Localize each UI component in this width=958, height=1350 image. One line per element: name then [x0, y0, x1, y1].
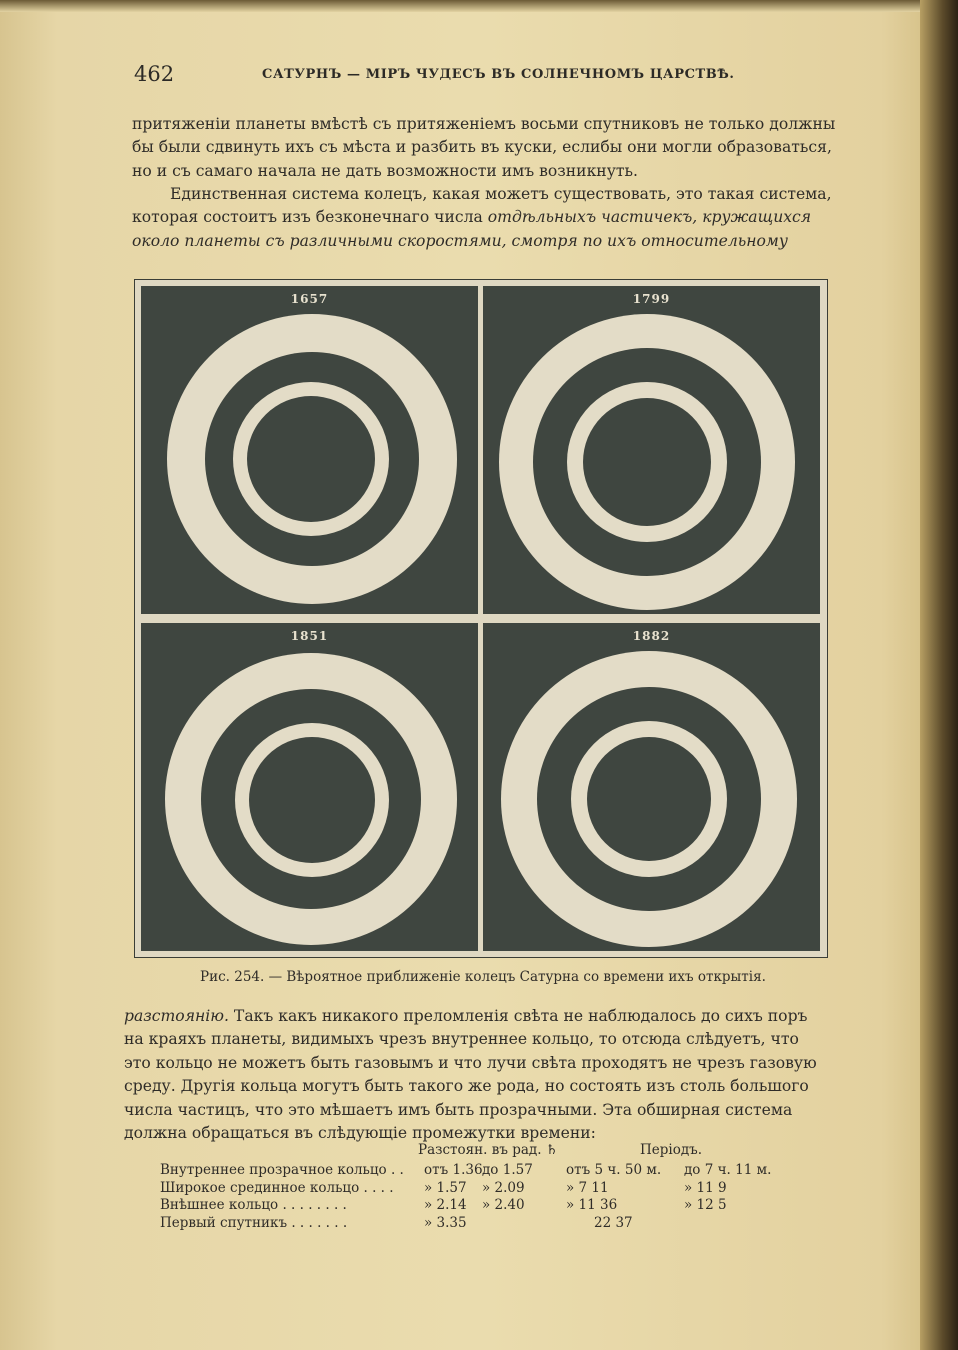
- row-from: » 1.57: [424, 1179, 467, 1196]
- row-to: » 2.09: [482, 1179, 525, 1196]
- planet-void: [247, 396, 375, 522]
- text-line: бы были сдвинуть ихъ съ мѣста и разбить въ куски, еслибы они могли образоваться,: [132, 138, 832, 157]
- row-name: Внѣшнее кольцо . . . . . . . .: [160, 1197, 347, 1213]
- text-italic: отдѣльныхъ частичекъ, кружащихся: [487, 208, 812, 227]
- row-name: Внутреннее прозрачное кольцо . .: [160, 1162, 404, 1178]
- row-period-to: до 7 ч. 11 м.: [684, 1162, 772, 1178]
- text-line: [124, 1005, 834, 1028]
- row-period-from: отъ 5 ч. 50 м.: [566, 1162, 662, 1178]
- figure-panel: [141, 623, 478, 951]
- text-line: среду. Другія кольца могутъ быть такого же рода, но состоять изъ столь большого: [124, 1077, 809, 1096]
- row-period-from: » 11 36: [566, 1197, 618, 1213]
- panel-year: 1882: [632, 629, 671, 643]
- book-spine: [920, 0, 958, 1350]
- text-line-italic: около планеты съ различными скоростями, смотря по ихъ относительному: [132, 231, 788, 250]
- paragraph-1: [132, 113, 838, 183]
- paragraph-3: [124, 1005, 834, 1145]
- figure-panel: [483, 623, 820, 951]
- panel-year: 1851: [290, 629, 329, 643]
- planet-void: [249, 737, 375, 863]
- text-line: должна обращаться въ слѣдующіе промежутки времени:: [124, 1124, 596, 1143]
- planet-void: [587, 737, 711, 861]
- row-to: » 2.40: [482, 1197, 525, 1213]
- table-header-period: Періодъ.: [640, 1142, 703, 1158]
- text-plain: которая состоитъ изъ безконечнаго числа: [132, 208, 488, 227]
- row-from: отъ 1.36: [424, 1162, 483, 1178]
- paragraph-2: [132, 183, 838, 253]
- text-line: это кольцо не можетъ быть газовымъ и что лучи свѣта проходятъ не чрезъ газовую: [124, 1053, 817, 1072]
- planet-void: [583, 398, 711, 526]
- text-line: но и съ самаго начала не дать возможности имъ возникнуть.: [132, 161, 638, 180]
- figure-panel: [483, 286, 820, 614]
- text-line: Единственная система колецъ, какая можетъ существовать, это такая система,: [170, 185, 832, 203]
- row-from: » 3.35: [424, 1214, 467, 1231]
- running-header: САТУРНЪ — МІРЪ ЧУДЕСЪ ВЪ СОЛНЕЧНОМЪ ЦАРСТВѢ.: [262, 67, 735, 82]
- row-period-from: » 7 11: [566, 1179, 609, 1196]
- row-period-to: » 11 9: [684, 1179, 727, 1196]
- row-name: Широкое срединное кольцо . . . .: [160, 1179, 394, 1196]
- top-edge-shadow: [0, 0, 958, 12]
- text-plain: Такъ какъ никакого преломленія свѣта не наблюдалось до сихъ поръ: [228, 1007, 808, 1025]
- text-italic: разстоянію.: [124, 1007, 229, 1025]
- text-line: на краяхъ планеты, видимыхъ чрезъ внутреннее кольцо, то отсюда слѣдуетъ, что: [124, 1030, 799, 1049]
- text-line: [132, 206, 838, 229]
- text-line: притяженіи планеты вмѣстѣ съ притяженіемъ восьми спутниковъ не только должны: [132, 115, 836, 133]
- table-header-distance: Разстоян. въ рад. ♄: [418, 1142, 558, 1158]
- panel-year: 1799: [632, 292, 671, 306]
- row-period-from: 22 37: [594, 1214, 633, 1231]
- page-number: 462: [134, 62, 175, 86]
- text-line: числа частицъ, что это мѣшаетъ имъ быть прозрачными. Эта обширная система: [124, 1100, 793, 1119]
- row-name: Первый спутникъ . . . . . . .: [160, 1214, 348, 1231]
- saturn-rings-figure: [134, 279, 828, 958]
- row-period-to: » 12 5: [684, 1197, 727, 1213]
- figure-panel: [141, 286, 478, 614]
- row-to: до 1.57: [482, 1162, 533, 1178]
- row-from: » 2.14: [424, 1197, 467, 1213]
- panel-year: 1657: [290, 292, 329, 306]
- figure-caption: Рис. 254. — Вѣроятное приближеніе колецъ Сатурна со времени ихъ открытія.: [200, 969, 766, 985]
